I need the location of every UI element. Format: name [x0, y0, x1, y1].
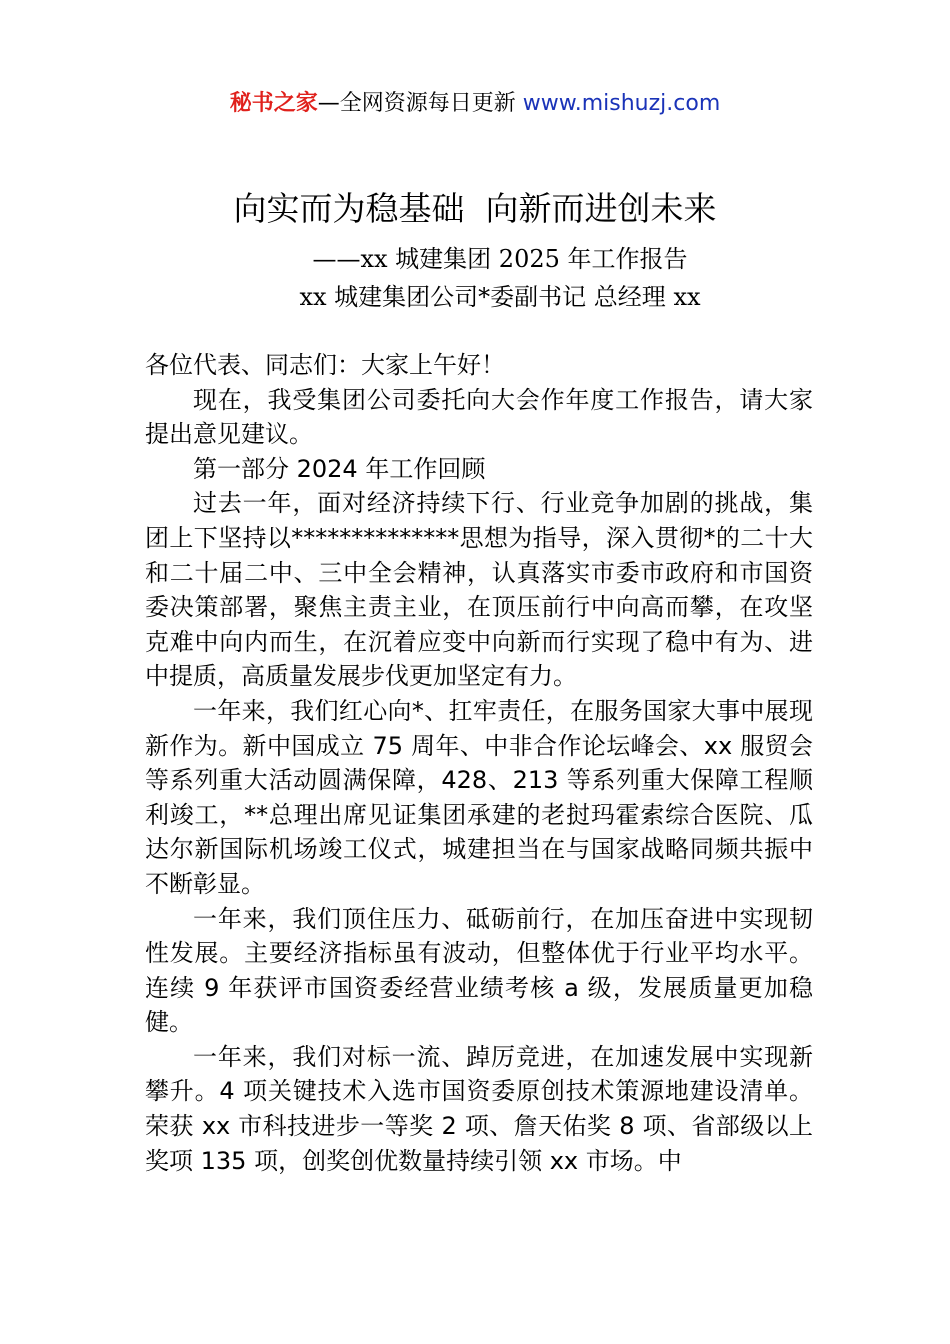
site-header	[0, 88, 950, 120]
site-tagline: —全网资源每日更新	[317, 91, 516, 116]
body-paragraph: 过去一年，面对经济持续下行、行业竞争加剧的挑战，集团上下坚持以**************思想为指导，深入贯彻*的二十大和二十届二中、三中全会精神，认真落实市委市政府和市国资委决策部署，聚焦主责主业，在顶压前行中向高而攀，在攻坚克难中向内而生，在沉着应变中向新而行实现了稳中有为、进中提质，高质量发展步伐更加坚定有力。	[145, 489, 813, 691]
author-line: xx 城建集团公司*委副书记 总经理 xx	[299, 283, 701, 311]
body-paragraph: 一年来，我们顶住压力、砥砺前行，在加压奋进中实现韧性发展。主要经济指标虽有波动，但整体优于行业平均水平。连续 9 年获评市国资委经营业绩考核 a 级，发展质量更加稳健。	[145, 904, 813, 1037]
intro-paragraph: 现在，我受集团公司委托向大会作年度工作报告，请大家提出意见建议。	[145, 385, 813, 449]
body-paragraph: 一年来，我们对标一流、踔厉竞进，在加速发展中实现新攀升。4 项关键技术入选市国资委原创技术策源地建设清单。荣获 xx 市科技进步一等奖 2 项、詹天佑奖 8 项、省部级以上奖项 135 项，创奖创优数量持续引领 xx 市场。中	[145, 1042, 813, 1175]
document-title: 向实而为稳基础 向新而进创未来	[233, 189, 717, 228]
greeting-paragraph: 各位代表、同志们：大家上午好！	[145, 351, 505, 379]
brand-name: 秘书之家	[229, 91, 318, 116]
document-body	[145, 348, 813, 1178]
section-heading: 第一部分 2024 年工作回顾	[193, 454, 486, 483]
site-url-link[interactable]: www.mishuzj.com	[522, 91, 721, 116]
body-paragraph: 一年来，我们红心向*、扛牢责任，在服务国家大事中展现新作为。新中国成立 75 周年、中非合作论坛峰会、xx 服贸会等系列重大活动圆满保障，428、213 等系列重大保障工程顺利竣工，**总理出席见证集团承建的老挝玛霍索综合医院、瓜达尔新国际机场竣工仪式，城建担当在与国家战略同频共振中不断彰显。	[145, 696, 813, 898]
document-subtitle: ——xx 城建集团 2025 年工作报告	[312, 245, 688, 273]
